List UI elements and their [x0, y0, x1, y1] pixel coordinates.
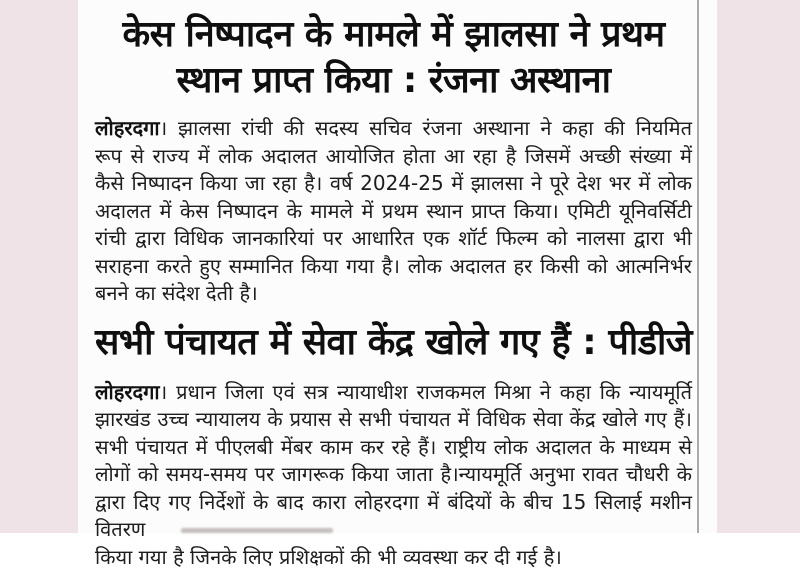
article1-headline-line2: स्थान प्राप्त किया : रंजना अस्थाना [95, 58, 692, 104]
article-column [95, 0, 692, 571]
article2-body [95, 379, 692, 571]
body-line: सभी पंचायत में पीएलबी मेंबर काम कर रहे हैं। राष्ट्रीय लोक अदालत के माध्यम से [95, 434, 692, 462]
article1-body [95, 115, 692, 308]
dateline: लोहरदगा [95, 116, 160, 140]
cropped-next-headline-fragment [181, 528, 333, 533]
body-line: सराहना करते हुए सम्मानित किया गया है। लोक अदालत हर किसी को आत्मनिर्भर [95, 253, 692, 281]
body-line: रांची द्वारा विधिक जानकारियां पर आधारित एक शॉर्ट फिल्म को नालसा द्वारा भी [95, 225, 692, 253]
column-divider-rule [697, 0, 699, 533]
body-line: लोहरदगा। प्रधान जिला एवं सत्र न्यायाधीश राजकमल मिश्रा ने कहा कि न्यायमूर्ति [95, 379, 692, 407]
body-line: रूप से राज्य में लोक अदालत आयोजित होता आ रहा है जिसमें अच्छी संख्या में [95, 143, 692, 171]
body-line: लोहरदगा। झालसा रांची की सदस्य सचिव रंजना अस्थाना ने कहा की नियमित [95, 115, 692, 143]
body-line: लोगों को समय-समय पर जागरूक किया जाता है।न्यायमूर्ति अनुभा रावत चौधरी के [95, 461, 692, 489]
body-line: अदालत में केस निष्पादन के मामले में प्रथम स्थान प्राप्त किया। एमिटी यूनिवर्सिटी [95, 198, 692, 226]
body-line: किया गया है जिनके लिए प्रशिक्षकों की भी व्यवस्था कर दी गई है। [95, 544, 692, 571]
newspaper-clipping [78, 0, 717, 533]
body-line: बनने का संदेश देती है। [95, 280, 692, 308]
body-line: कैसे निष्पादन किया जा रहा है। वर्ष 2024-25 में झालसा ने पूरे देश भर में लोक [95, 170, 692, 198]
article2-headline: सभी पंचायत में सेवा केंद्र खोले गए हैं : पीडीजे [95, 318, 692, 368]
article1-headline-line1: केस निष्पादन के मामले में झालसा ने प्रथम [95, 12, 692, 58]
body-line: द्वारा दिए गए निर्देशों के बाद कारा लोहरदगा में बंदियों के बीच 15 सिलाई मशीन वितरण [95, 489, 692, 544]
article-jhalsa-first-place [95, 12, 692, 308]
body-line: झारखंड उच्च न्यायालय के प्रयास से सभी पंचायत में विधिक सेवा केंद्र खोले गए हैं। [95, 406, 692, 434]
dateline: लोहरदगा [95, 380, 160, 404]
article1-headline [95, 12, 692, 104]
